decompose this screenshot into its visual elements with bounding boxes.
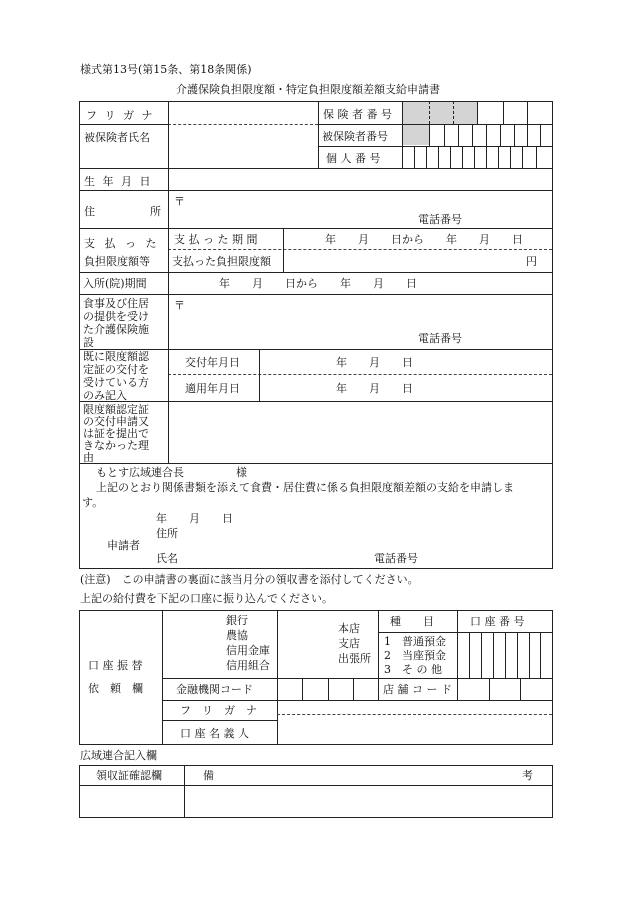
furigana-field[interactable]	[170, 103, 315, 122]
applicant-address-label: 住所	[156, 527, 178, 540]
admission-period-label: 入所(院)期間	[83, 277, 147, 290]
facility-label-line4: 設	[83, 336, 94, 349]
branch-type-branch: 支店	[338, 637, 360, 650]
institution-type-shinkumi: 信用組合	[226, 659, 270, 672]
institution-name-field[interactable]	[164, 612, 222, 676]
reason-field[interactable]	[170, 403, 550, 461]
form-title: 介護保険負担限度額・特定負担限度額差額支給申請書	[176, 83, 440, 96]
insured-number-field[interactable]	[430, 125, 551, 145]
receipt-check-field[interactable]	[81, 787, 182, 815]
account-holder-label: 口 座 名 義 人	[180, 727, 249, 740]
declaration-body-line2: す。	[82, 496, 104, 509]
facility-label-line3: た介護保険施	[83, 323, 149, 336]
account-kind-ordinary[interactable]: 1 普通預金	[384, 635, 446, 648]
address-phone-label: 電話番号	[418, 213, 462, 226]
form-number: 様式第13号(第15条、第18条関係)	[80, 63, 252, 76]
insurance-number-label: 保 険 者 番 号	[323, 108, 392, 121]
apply-date-field[interactable]	[262, 377, 549, 399]
remarks-label: 備	[203, 769, 214, 782]
facility-label-line1: 食事及び住居	[83, 297, 149, 310]
applicant-label: 申請者	[107, 539, 140, 552]
receipt-check-label: 領収証確認欄	[96, 769, 162, 782]
branch-type-office: 出張所	[338, 652, 371, 665]
insured-name-label: 被保険者氏名	[84, 131, 150, 144]
addressee-sama: 様	[236, 466, 247, 479]
institution-code-label: 金融機関コード	[176, 683, 253, 696]
account-number-header: 口 座 番 号	[470, 615, 525, 628]
declaration-date: 年 月 日	[156, 512, 233, 525]
institution-type-shinkin: 信用金庫	[226, 644, 270, 657]
personal-number-field[interactable]	[403, 147, 551, 167]
office-use-label: 広域連合記入欄	[80, 749, 157, 762]
paid-label-line1: 支 払 っ た	[84, 237, 160, 250]
branch-code-field[interactable]	[459, 680, 549, 698]
apply-date-text: 年 月 日	[336, 382, 413, 395]
institution-type-bank: 銀行	[226, 614, 248, 627]
account-number-field[interactable]	[459, 634, 549, 676]
apply-date-label: 適用年月日	[185, 382, 240, 395]
furigana-label: フ リ ガ ナ	[86, 109, 155, 122]
paid-amount-field[interactable]	[286, 252, 522, 270]
declaration-body-line1: 上記のとおり関係書類を添えて食費・居住費に係る負担限度額差額の支給を申請しま	[96, 481, 514, 494]
paid-period-text: 年 月 日から 年 月 日	[325, 233, 523, 246]
certificate-label-line2: 定証の交付を	[83, 363, 149, 376]
applicant-name-field[interactable]	[186, 549, 366, 565]
applicant-phone-label: 電話番号	[374, 552, 418, 565]
account-furigana-field[interactable]	[279, 702, 549, 712]
address-label-part2: 所	[150, 205, 161, 218]
branch-name-field[interactable]	[279, 612, 335, 676]
reason-label-line4: きなかった理	[83, 439, 149, 452]
remarks-label-end: 考	[522, 769, 533, 782]
institution-type-ja: 農協	[226, 629, 248, 642]
issue-date-field[interactable]	[262, 352, 549, 372]
certificate-label-line4: のみ記入	[83, 389, 127, 402]
admission-period-text: 年 月 日から 年 月 日	[219, 277, 417, 290]
facility-label-line2: の提供を受け	[83, 310, 149, 323]
admission-period-field[interactable]	[170, 274, 550, 292]
facility-phone-label: 電話番号	[418, 332, 462, 345]
account-kind-other[interactable]: 3 そ の 他	[384, 663, 442, 676]
facility-field[interactable]	[186, 296, 546, 347]
paid-amount-label: 支払った負担限度額	[172, 255, 271, 268]
reason-label-line2: の交付申請又	[83, 415, 149, 428]
birthdate-field[interactable]	[170, 170, 550, 189]
personal-number-label: 個 人 番 号	[326, 152, 381, 165]
insured-name-field[interactable]	[170, 126, 315, 166]
bank-side-label-line1: 口 座 振 替	[88, 659, 143, 672]
birthdate-label: 生 年 月 日	[84, 175, 153, 188]
remarks-field[interactable]	[186, 787, 550, 815]
reason-label-line5: 由	[83, 451, 94, 464]
certificate-label-line3: 受けている方	[83, 376, 149, 389]
institution-code-field[interactable]	[279, 680, 376, 698]
yen-label: 円	[526, 255, 537, 268]
paid-period-label: 支 払 っ た 期 間	[174, 233, 258, 246]
reason-label-line1: 限度額認定証	[83, 403, 149, 416]
reason-label-line3: は証を提出で	[83, 427, 149, 440]
insurance-number-field[interactable]	[403, 102, 551, 123]
addressee: もとす広域連合長	[96, 466, 184, 479]
account-kind-checking[interactable]: 2 当座預金	[384, 649, 446, 662]
applicant-address-field[interactable]	[186, 524, 536, 539]
issue-date-text: 年 月 日	[336, 356, 413, 369]
applicant-name-label: 氏名	[156, 552, 178, 565]
bank-side-label-line2: 依 頼 欄	[88, 682, 143, 695]
attachment-note: (注意) この申請書の裏面に該当月分の領収書を添付してください。	[80, 573, 419, 586]
insured-number-label: 被保険者番号	[322, 130, 388, 143]
account-holder-field[interactable]	[279, 717, 549, 742]
transfer-instruction: 上記の給付費を下記の口座に振り込んでください。	[80, 592, 333, 605]
address-field[interactable]	[186, 192, 546, 226]
paid-period-field[interactable]	[286, 230, 549, 248]
facility-postal-mark: 〒	[174, 299, 185, 312]
address-label-part1: 住	[84, 205, 95, 218]
postal-mark: 〒	[174, 195, 185, 208]
account-kind-header: 種 目	[390, 615, 434, 628]
paid-label-line2: 負担限度額等	[84, 255, 150, 268]
certificate-label-line1: 既に限度額認	[83, 350, 149, 363]
account-furigana-label: フ リ ガ ナ	[180, 704, 257, 717]
branch-code-label: 店 舗 コ ー ド	[383, 683, 452, 696]
issue-date-label: 交付年月日	[185, 356, 240, 369]
branch-type-main: 本店	[338, 622, 360, 635]
